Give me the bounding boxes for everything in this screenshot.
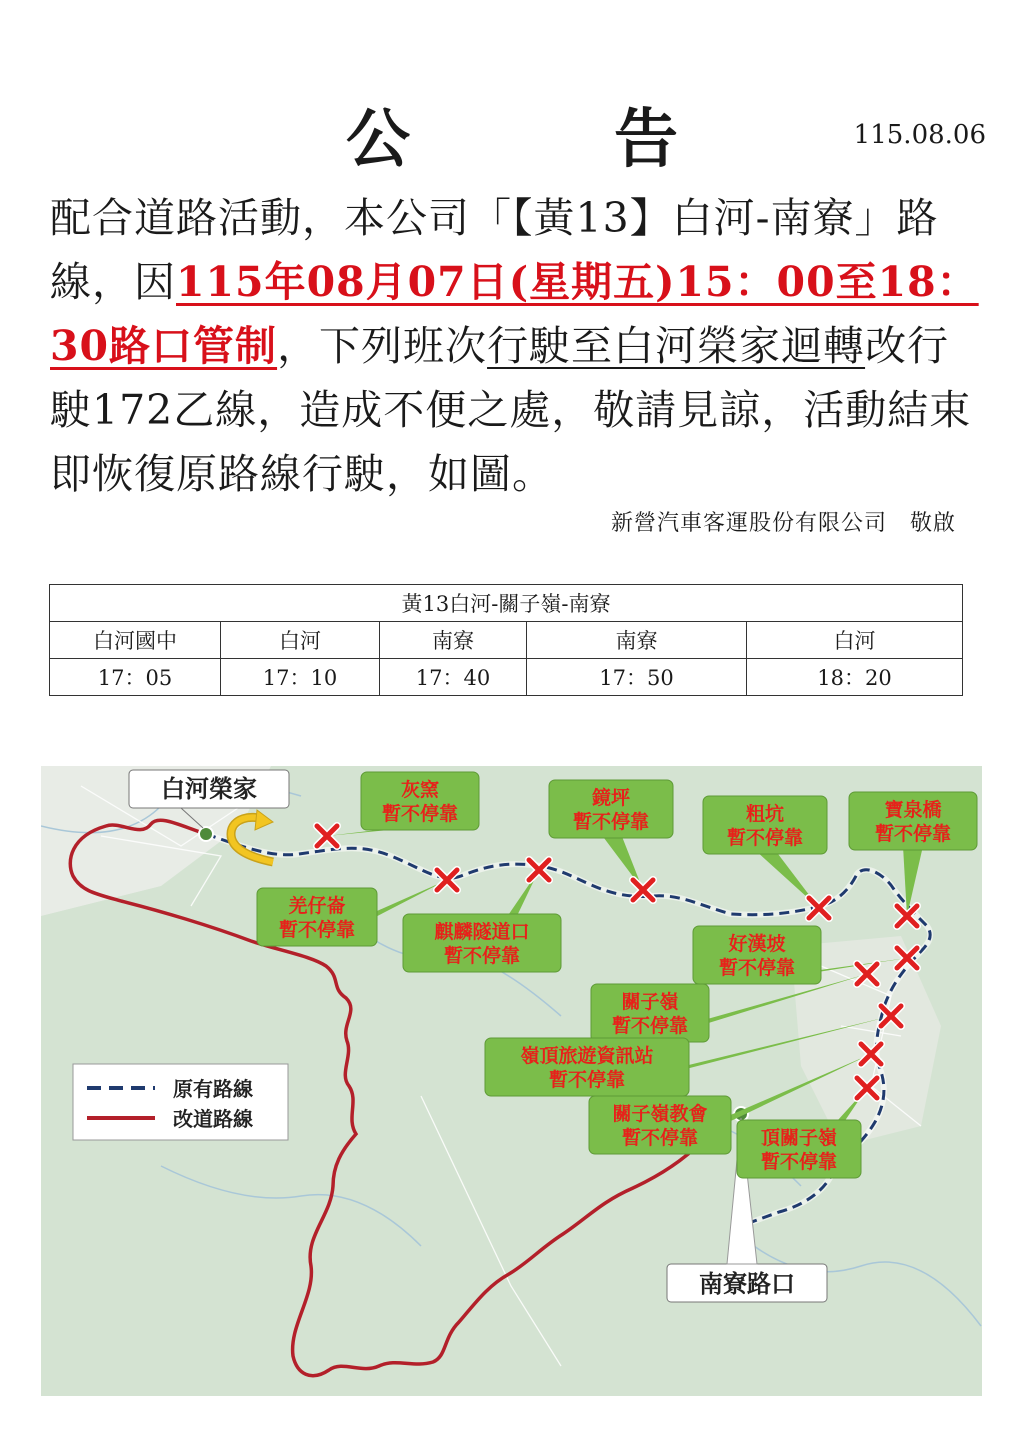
route-map-svg <box>41 766 982 1396</box>
stop-status: 暫不停靠 <box>611 1015 689 1037</box>
notice-turnaround: 行駛至白河榮家迴轉 <box>487 322 866 370</box>
stop-name: 麒麟隧道口 <box>434 921 530 943</box>
schedule-time: 17：10 <box>221 659 380 696</box>
stop-status: 暫不停靠 <box>572 811 650 833</box>
schedule-time: 17：50 <box>527 659 747 696</box>
stop-name: 關子嶺教會 <box>612 1103 708 1125</box>
route-map <box>41 766 982 1396</box>
schedule-header-row <box>50 622 963 659</box>
notice-signature: 新營汽車客運股份有限公司 敬啟 <box>610 511 956 536</box>
stop-status: 暫不停靠 <box>548 1069 626 1091</box>
stop-status: 暫不停靠 <box>760 1151 838 1173</box>
stop-status: 暫不停靠 <box>874 823 952 845</box>
stop-name: 粗坑 <box>745 803 785 825</box>
schedule-time-row <box>50 659 963 696</box>
schedule-title: 黃13白河-關子嶺-南寮 <box>50 585 963 622</box>
notice-text-3: 改行駛172乙線，造成不便之處，敬請見諒，活動結束即恢復原路線行駛，如圖。 <box>50 322 972 498</box>
stop-name: 羌仔崙 <box>288 895 346 917</box>
stop-name: 關子嶺 <box>621 991 679 1013</box>
schedule-table <box>49 584 963 696</box>
legend-original-label: 原有路線 <box>173 1077 253 1101</box>
stop-name: 灰窯 <box>400 779 440 801</box>
schedule-time: 18：20 <box>747 659 963 696</box>
notice-text-2: ，下列班次 <box>277 322 488 370</box>
schedule-header: 白河 <box>221 622 380 659</box>
stop-status: 暫不停靠 <box>621 1127 699 1149</box>
schedule-header: 白河國中 <box>50 622 221 659</box>
schedule-header: 南寮 <box>527 622 747 659</box>
end-label: 南寮路口 <box>699 1270 795 1298</box>
schedule-header: 白河 <box>747 622 963 659</box>
stop-status: 暫不停靠 <box>278 919 356 941</box>
notice-body <box>50 186 990 506</box>
stop-name: 好漢坡 <box>728 933 786 955</box>
stop-status: 暫不停靠 <box>718 957 796 979</box>
stop-status: 暫不停靠 <box>443 945 521 967</box>
stop-status: 暫不停靠 <box>381 803 459 825</box>
start-point-marker <box>199 827 213 841</box>
notice-text-1: 配合道路活動，本公司「【黃13】白河-南寮」路線，因 <box>50 194 939 306</box>
schedule-time: 17：40 <box>380 659 527 696</box>
schedule-header: 南寮 <box>380 622 527 659</box>
schedule-time: 17：05 <box>50 659 221 696</box>
start-label: 白河榮家 <box>161 775 257 803</box>
stop-status: 暫不停靠 <box>726 827 804 849</box>
notice-date: 115.08.06 <box>853 120 986 150</box>
stop-name: 嶺頂旅遊資訊站 <box>520 1045 654 1067</box>
stop-name: 寶泉橋 <box>884 799 942 821</box>
legend-detour-label: 改道路線 <box>173 1107 253 1131</box>
stop-name: 頂關子嶺 <box>760 1127 838 1149</box>
page-title: 公 告 <box>346 102 748 177</box>
stop-name: 鏡坪 <box>591 787 631 809</box>
notice-control-time: 115年08月07日(星期五)15：00至18：30路口管制 <box>50 258 979 370</box>
